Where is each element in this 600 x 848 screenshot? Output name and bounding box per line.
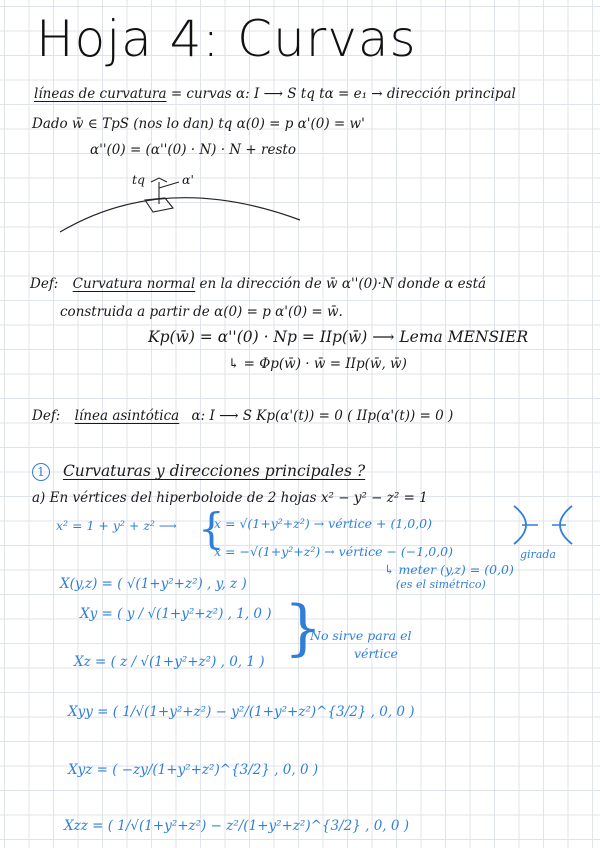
def-asint-line <box>32 408 453 424</box>
brace-left-x: { <box>198 504 225 553</box>
sketch-tq: tq <box>132 172 146 187</box>
brace-right-nosirve: } <box>284 593 323 663</box>
vertice-text: vértice <box>354 646 398 661</box>
param-Xyz: Xyz = ( −zy/(1+y²+z²)^{3/2} , 0, 0 ) <box>68 762 319 778</box>
x-positive: x = √(1+y²+z²) → vértice + (1,0,0) <box>214 516 433 531</box>
def-asint-term: línea asintótica <box>74 408 180 424</box>
def-asint-label: Def: <box>32 408 61 424</box>
ex1-title: Curvaturas y direcciones principales ? <box>62 462 366 480</box>
x2-eq: x² = 1 + y² + z² ⟶ <box>56 518 177 533</box>
lineas-definition <box>34 86 516 102</box>
param-Xz: Xz = ( z / √(1+y²+z²) , 0, 1 ) <box>74 654 265 670</box>
param-Xy: Xy = ( y / √(1+y²+z²) , 1, 0 ) <box>80 606 272 622</box>
simetrico-line: (es el simétrico) <box>396 578 486 591</box>
def-normal-line1 <box>30 276 486 292</box>
ex1-part-a: a) En vértices del hiperboloide de 2 hojas x² − y² − z² = 1 <box>32 490 428 506</box>
meter-line: ↳ meter (y,z) = (0,0) <box>384 562 514 577</box>
page-title: Hoja 4: Curvas <box>36 10 417 68</box>
hyperboloid-sketch <box>508 502 578 548</box>
dado-line: Dado w̄ ∈ TpS (nos lo dan) tq α(0) = p α'(0) = w' <box>32 116 365 132</box>
nosirve-text: No sirve para el <box>310 628 412 643</box>
x-negative: x = −√(1+y²+z²) → vértice − (−1,0,0) <box>214 544 453 559</box>
ex1-number: 1 <box>32 463 50 481</box>
def-normal-line4: ↳ = Φp(w̄) · w̄ = IIp(w̄, w̄) <box>228 356 407 372</box>
ex1-title-line <box>32 462 365 481</box>
def-asint-rest: α: I ⟶ S Kp(α'(t)) = 0 ( IIp(α'(t)) = 0 ) <box>191 408 454 424</box>
girada-label: girada <box>520 548 556 561</box>
def-normal-label: Def: <box>30 276 59 292</box>
alpha2-line: α''(0) = (α''(0) · N) · N + resto <box>90 142 296 158</box>
def-normal-line2: construida a partir de α(0) = p α'(0) = w̄. <box>60 304 343 320</box>
def-normal-line3: Kp(w̄) = α''(0) · Np = IIp(w̄) ⟶ Lema MENSIER <box>148 328 529 346</box>
def-normal-term: Curvatura normal <box>72 276 196 292</box>
param-Xzz: Xzz = ( 1/√(1+y²+z²) − z²/(1+y²+z²)^{3/2} , 0, 0 ) <box>64 818 410 834</box>
def-normal-line1-text: en la dirección de w̄ α''(0)·N donde α está <box>199 276 487 292</box>
lineas-def-text: = curvas α: I ⟶ S tq tα = e₁ → dirección principal <box>170 86 516 102</box>
param-X: X(y,z) = ( √(1+y²+z²) , y, z ) <box>60 576 247 592</box>
sketch-alpha: α' <box>182 172 194 187</box>
lineas-term: líneas de curvatura <box>34 86 167 102</box>
param-Xyy: Xyy = ( 1/√(1+y²+z²) − y²/(1+y²+z²)^{3/2} , 0, 0 ) <box>68 704 415 720</box>
